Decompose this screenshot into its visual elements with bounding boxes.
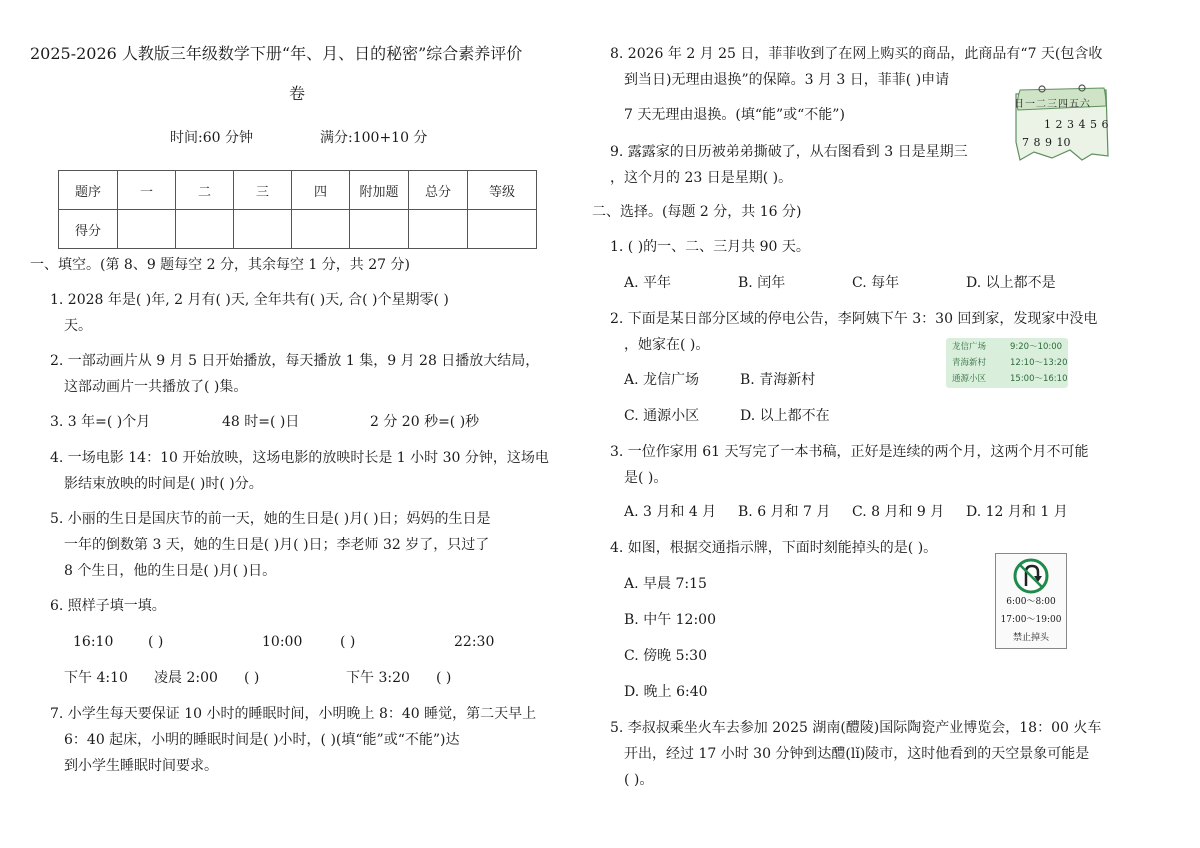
no-u-turn-sign	[995, 553, 1067, 649]
section2-heading: 二、选择。(每题 2 分，共 16 分)	[592, 204, 802, 220]
choice2-option[interactable]: A. 龙信广场	[624, 372, 700, 388]
sign-time-1: 6:00～8:00	[1006, 597, 1056, 607]
score-cell: 等级	[468, 171, 537, 210]
score-table-header-row	[59, 171, 537, 210]
score-cell: 三	[234, 171, 292, 210]
score-cell: 四	[292, 171, 350, 210]
q6-row1-item: 16:10	[73, 634, 114, 650]
choice5-stem-line1: 5. 李叔叔乘坐火车去参加 2025 湖南(醴陵)国际陶瓷产业博览会，18：00 火车	[610, 720, 1102, 736]
choice1-option[interactable]: D. 以上都不是	[966, 275, 1056, 291]
q2-line1: 2. 一部动画片从 9 月 5 日开始播放，每天播放 1 集，9 月 28 日播放大结局，	[50, 353, 540, 369]
choice1-stem: 1. ( )的一、二、三月共 90 天。	[610, 239, 810, 255]
choice3-stem-line1: 3. 一位作家用 61 天写完了一本书稿，正好是连续的两个月，这两个月不可能	[610, 444, 1089, 460]
choice2-option[interactable]: C. 通源小区	[624, 408, 700, 424]
q6-row1-item: 10:00	[262, 634, 303, 650]
q5-line1: 5. 小丽的生日是国庆节的前一天，她的生日是( )月( )日；妈妈的生日是	[50, 511, 491, 527]
q1-line1: 1. 2028 年是( )年, 2 月有( )天, 全年共有( )天, 合( )个星期零( )	[50, 292, 449, 308]
choice3-option[interactable]: B. 6 月和 7 月	[738, 504, 831, 520]
notice-area: 龙信广场	[952, 342, 987, 352]
q5-line3: 8 个生日，他的生日是( )月( )日。	[64, 563, 277, 579]
score-input-cell[interactable]	[118, 210, 176, 249]
choice1-option[interactable]: B. 闰年	[738, 275, 786, 291]
calendar-row1: 1 2 3 4 5 6	[1044, 118, 1109, 131]
notice-time: 9:20～10:00	[1010, 342, 1063, 352]
q4-line1: 4. 一场电影 14：10 开始放映，这场电影的放映时长是 1 小时 30 分钟，这场电	[50, 450, 549, 466]
score-input-cell[interactable]	[176, 210, 234, 249]
q9-line2: ，这个月的 23 日是星期( )。	[610, 170, 793, 186]
q6-row2-item: 下午 3:20	[346, 670, 410, 686]
q6-row1-blank: ( )	[340, 634, 356, 650]
choice4-option[interactable]: D. 晚上 6:40	[624, 684, 708, 700]
exam-time: 时间:60 分钟	[170, 130, 253, 146]
sign-time-2: 17:00～19:00	[1000, 615, 1062, 625]
q6-row2-item: 凌晨 2:00	[154, 670, 218, 686]
choice3-option[interactable]: A. 3 月和 4 月	[624, 504, 717, 520]
score-cell: 一	[118, 171, 176, 210]
sign-label: 禁止掉头	[1012, 633, 1049, 643]
score-input-cell[interactable]	[292, 210, 350, 249]
q7-line2: 6：40 起床，小明的睡眠时间是( )小时，( )(填“能”或“不能”)达	[64, 732, 460, 748]
notice-area: 青海新村	[952, 358, 987, 368]
notice-area: 通源小区	[952, 374, 987, 384]
q6-row2-blank: ( )	[244, 670, 260, 686]
q6-row1-item: 22:30	[454, 634, 495, 650]
score-cell: 二	[176, 171, 234, 210]
exam-title-line2: 卷	[289, 84, 306, 103]
calendar-weekdays: 日一二三四五六	[1014, 99, 1091, 110]
q9-line1: 9. 露露家的日历被弟弟撕破了，从右图看到 3 日是星期三	[610, 144, 968, 160]
torn-calendar-image	[1012, 82, 1110, 162]
score-cell: 附加题	[350, 171, 409, 210]
notice-row	[952, 356, 1068, 370]
choice5-stem-line3: ( )。	[624, 772, 654, 788]
score-table-score-row	[59, 210, 537, 249]
q6-row2-item: 下午 4:10	[64, 670, 128, 686]
q5-line2: 一年的倒数第 3 天，她的生日是( )月( )日；李老师 32 岁了，只过了	[64, 537, 490, 553]
notice-row	[952, 340, 1063, 354]
calendar-row2: 7 8 9 10	[1022, 136, 1071, 149]
choice4-option[interactable]: B. 中午 12:00	[624, 612, 716, 628]
choice4-option[interactable]: A. 早晨 7:15	[624, 576, 707, 592]
choice1-option[interactable]: A. 平年	[624, 275, 672, 291]
q8-line2: 到当日)无理由退换”的保障。3 月 3 日，菲菲( )申请	[624, 72, 950, 88]
score-cell: 题序	[59, 171, 118, 210]
no-u-turn-icon	[996, 556, 1066, 596]
q2-line2: 这部动画片一共播放了( )集。	[64, 379, 248, 395]
choice5-stem-line2: 开出，经过 17 小时 30 分钟到达醴(lǐ)陵市，这时他看到的天空景象可能是	[624, 746, 1090, 762]
choice2-option[interactable]: B. 青海新村	[740, 372, 816, 388]
choice3-option[interactable]: D. 12 月和 1 月	[966, 504, 1068, 520]
q3-part-b: 48 时=( )日	[222, 414, 300, 430]
q3-part-c: 2 分 20 秒=( )秒	[370, 414, 480, 430]
section1-heading: 一、填空。(第 8、9 题每空 2 分，其余每空 1 分，共 27 分)	[30, 257, 410, 273]
q8-line3: 7 天无理由退换。(填“能”或“不能”)	[624, 107, 845, 123]
q6-row1-blank: ( )	[148, 634, 164, 650]
q6-line1: 6. 照样子填一填。	[50, 598, 166, 614]
exam-title-line1: 2025-2026 人教版三年级数学下册“年、月、日的秘密”综合素养评价	[30, 44, 523, 63]
power-outage-notice	[946, 338, 1068, 388]
notice-time: 12:10～13:20	[1010, 358, 1068, 368]
choice2-stem-line1: 2. 下面是某日部分区域的停电公告，李阿姨下午 3：30 回到家，发现家中没电	[610, 311, 1098, 327]
q7-line3: 到小学生睡眠时间要求。	[64, 758, 218, 774]
notice-time: 15:00～16:10	[1010, 374, 1068, 384]
score-input-cell[interactable]	[234, 210, 292, 249]
score-row-label: 得分	[59, 210, 118, 249]
exam-full-score: 满分:100+10 分	[320, 130, 428, 146]
q3-part-a: 3. 3 年=( )个月	[50, 414, 151, 430]
q8-line1: 8. 2026 年 2 月 25 日，菲菲收到了在网上购买的商品，此商品有“7 天(包含收	[610, 46, 1103, 62]
notice-row	[952, 372, 1068, 386]
choice4-stem: 4. 如图，根据交通指示牌，下面时刻能掉头的是( )。	[610, 540, 938, 556]
q7-line1: 7. 小学生每天要保证 10 小时的睡眠时间，小明晚上 8：40 睡觉，第二天早上	[50, 706, 537, 722]
q6-row2-blank: ( )	[436, 670, 452, 686]
score-input-cell[interactable]	[468, 210, 537, 249]
choice4-option[interactable]: C. 傍晚 5:30	[624, 648, 708, 664]
q4-line2: 影结束放映的时间是( )时( )分。	[64, 476, 263, 492]
q1-line2: 天。	[64, 318, 92, 334]
score-cell: 总分	[409, 171, 468, 210]
choice1-option[interactable]: C. 每年	[852, 275, 900, 291]
choice3-option[interactable]: C. 8 月和 9 月	[852, 504, 945, 520]
choice2-option[interactable]: D. 以上都不在	[740, 408, 830, 424]
score-input-cell[interactable]	[350, 210, 409, 249]
choice2-stem-line2: ，她家在( )。	[624, 337, 710, 353]
score-table	[58, 170, 537, 249]
score-input-cell[interactable]	[409, 210, 468, 249]
choice3-stem-line2: 是( )。	[624, 470, 668, 486]
